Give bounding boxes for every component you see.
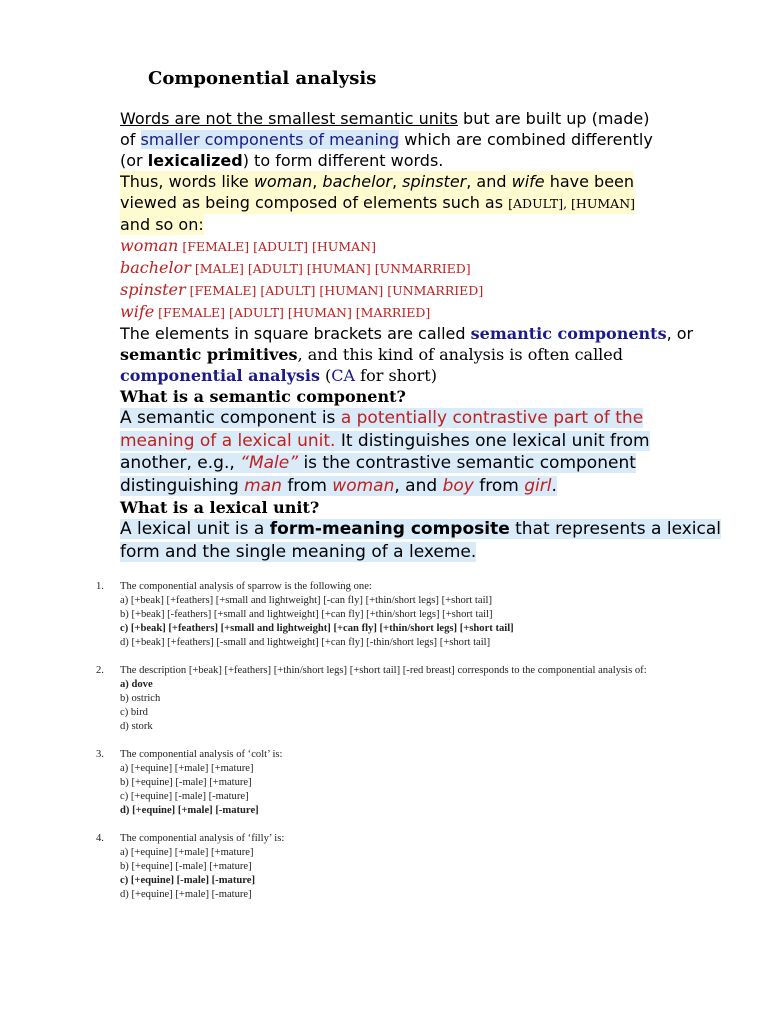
lex-def-line-1 <box>120 519 721 539</box>
intro-line-2-pre: of <box>120 130 141 149</box>
quiz-question-2 <box>96 664 656 734</box>
intro-underlined: Words are not the smallest semantic units <box>120 109 458 128</box>
thus-comma-2: , <box>391 172 403 191</box>
elements-line-3 <box>120 365 720 386</box>
question-text: The componential analysis of ‘colt’ is: <box>120 749 283 760</box>
example-woman <box>120 235 720 257</box>
option-d-answer: d) [+equine] [+male] [-mature] <box>120 805 259 816</box>
sem-def-pre: A semantic component is <box>120 408 341 428</box>
option-a: a) [+equine] [+male] [+mature] <box>120 847 254 858</box>
option-a: a) [+equine] [+male] [+mature] <box>120 763 254 774</box>
sem-def-red-1: a potentially contrastive part of the <box>340 408 644 428</box>
thus-text: Thus, words like <box>120 172 254 191</box>
example-features: [FEMALE] [ADULT] [HUMAN] [MARRIED] <box>154 305 431 320</box>
sem-def-line-3 <box>120 453 636 473</box>
term-form-meaning-composite: form-meaning composite <box>269 519 510 539</box>
elements-line-2 <box>120 344 720 365</box>
quiz-question-3 <box>96 748 656 818</box>
option-b: b) [+equine] [-male] [+mature] <box>120 861 252 872</box>
question-number: 4. <box>96 833 104 844</box>
example-bachelor <box>120 257 720 279</box>
quiz-question-1 <box>96 580 656 650</box>
intro-highlight: smaller components of meaning <box>140 130 400 149</box>
quiz-list <box>96 580 656 916</box>
option-d: d) [+equine] [+male] [-mature] <box>120 889 252 900</box>
option-b: b) [+beak] [-feathers] [+small and lightweight] [+can fly] [+thin/short legs] [+short tail] <box>120 609 493 620</box>
intro-line-3-post: ) to form different words. <box>242 151 444 170</box>
lexicalized-term: lexicalized <box>147 151 243 170</box>
sem-def-post-2: It distinguishes one lexical unit from <box>335 430 650 451</box>
sem-def-pre-3: another, e.g., <box>120 453 241 473</box>
example-features: [FEMALE] [ADULT] [HUMAN] [UNMARRIED] <box>185 283 484 298</box>
thus-line-2-text: viewed as being composed of elements such as <box>120 193 509 212</box>
word-woman-2: woman <box>332 475 395 496</box>
intro-line-3-pre: (or <box>120 151 148 170</box>
term-componential-analysis: componential analysis <box>120 366 320 385</box>
word-wife: wife <box>511 172 545 191</box>
sem-def-period: . <box>551 475 557 496</box>
thus-line-3-text: and so on: <box>120 215 204 234</box>
thus-comma-1: , <box>312 172 323 191</box>
lex-def-post: that represents a lexical <box>509 519 721 539</box>
word-spinster: spinster <box>402 172 467 191</box>
question-text: The componential analysis of ‘filly’ is: <box>120 833 285 844</box>
option-c: c) [+equine] [-male] [-mature] <box>120 791 249 802</box>
term-ca: CA <box>331 366 356 385</box>
elements-line-2-post: , and this kind of analysis is often called <box>297 345 624 364</box>
sem-def-line-4 <box>120 476 557 496</box>
word-boy: boy <box>442 475 474 496</box>
elements-line-3-post: for short) <box>355 366 437 385</box>
word-bachelor: bachelor <box>322 172 392 191</box>
example-features: [MALE] [ADULT] [HUMAN] [UNMARRIED] <box>190 261 471 276</box>
word-girl: girl <box>524 475 552 496</box>
thus-and: , and <box>466 172 512 191</box>
term-semantic-primitives: semantic primitives <box>120 345 298 364</box>
question-text: The componential analysis of sparrow is the following one: <box>120 581 372 592</box>
example-word: woman <box>120 236 179 255</box>
elements-line-1 <box>120 323 720 344</box>
example-word: bachelor <box>120 258 191 277</box>
option-c-answer: c) [+equine] [-male] [-mature] <box>120 875 255 886</box>
option-c-answer: c) [+beak] [+feathers] [+small and lightweight] [+can fly] [+thin/short legs] [+short tail] <box>120 623 514 634</box>
question-number: 2. <box>96 665 104 676</box>
question-text: The description [+beak] [+feathers] [+thin/short legs] [+short tail] [-red breast] corresponds to the componential analysis of: <box>120 665 647 676</box>
word-man: man <box>244 475 282 496</box>
word-woman: woman <box>253 172 313 191</box>
elements-line-3-paren: ( <box>319 366 332 385</box>
sem-def-from-1: from <box>281 475 333 496</box>
term-semantic-components: semantic components <box>470 324 667 343</box>
thus-line-1 <box>120 171 634 192</box>
sem-def-red-2: meaning of a lexical unit. <box>120 430 336 451</box>
thus-line-3 <box>120 214 204 235</box>
question-number: 3. <box>96 749 104 760</box>
option-d: d) [+beak] [+feathers] [-small and lightweight] [+can fly] [-thin/short legs] [+short tail] <box>120 637 491 648</box>
intro-line-2 <box>120 129 720 150</box>
sem-def-male: “Male” <box>240 453 299 473</box>
sem-def-post-3: is the contrastive semantic component <box>298 453 636 473</box>
intro-line-1 <box>120 108 720 129</box>
sem-def-line-1 <box>120 408 643 428</box>
sem-def-line-2 <box>120 431 650 451</box>
option-d: d) stork <box>120 721 153 732</box>
page-title: Componential analysis <box>148 68 377 89</box>
semantic-component-definition <box>120 407 720 497</box>
example-word: spinster <box>120 280 186 299</box>
option-b: b) [+equine] [-male] [+mature] <box>120 777 252 788</box>
intro-line-2-post: which are combined differently <box>399 130 653 149</box>
example-spinster <box>120 279 720 301</box>
intro-line-3 <box>120 150 720 171</box>
sem-def-pre-4: distinguishing <box>120 475 245 496</box>
option-a: a) [+beak] [+feathers] [+small and lightweight] [-can fly] [+thin/short legs] [+short tail] <box>120 595 492 606</box>
sem-def-from-2: from <box>473 475 525 496</box>
option-b: b) ostrich <box>120 693 161 704</box>
example-features: [FEMALE] [ADULT] [HUMAN] <box>178 239 376 254</box>
body-text <box>120 108 720 563</box>
option-a-answer: a) dove <box>120 679 153 690</box>
question-semantic-component: What is a semantic component? <box>120 387 406 406</box>
elements-line-1-post: , or <box>666 324 694 343</box>
option-c: c) bird <box>120 707 148 718</box>
sem-def-and: , and <box>394 475 443 496</box>
intro-line-1-rest: but are built up (made) <box>457 109 650 128</box>
example-wife <box>120 301 720 323</box>
thus-have-been: have been <box>544 172 635 191</box>
question-lexical-unit: What is a lexical unit? <box>120 498 320 517</box>
lexical-unit-definition <box>120 518 720 563</box>
example-word: wife <box>120 302 155 321</box>
elements-line-1-pre: The elements in square brackets are called <box>120 324 471 343</box>
question-number: 1. <box>96 581 104 592</box>
lex-def-line-2: form and the single meaning of a lexeme. <box>120 541 477 562</box>
quiz-question-4 <box>96 832 656 902</box>
lex-def-pre: A lexical unit is a <box>120 519 270 539</box>
thus-line-2 <box>120 192 635 214</box>
thus-features: [ADULT], [HUMAN] <box>508 196 636 211</box>
